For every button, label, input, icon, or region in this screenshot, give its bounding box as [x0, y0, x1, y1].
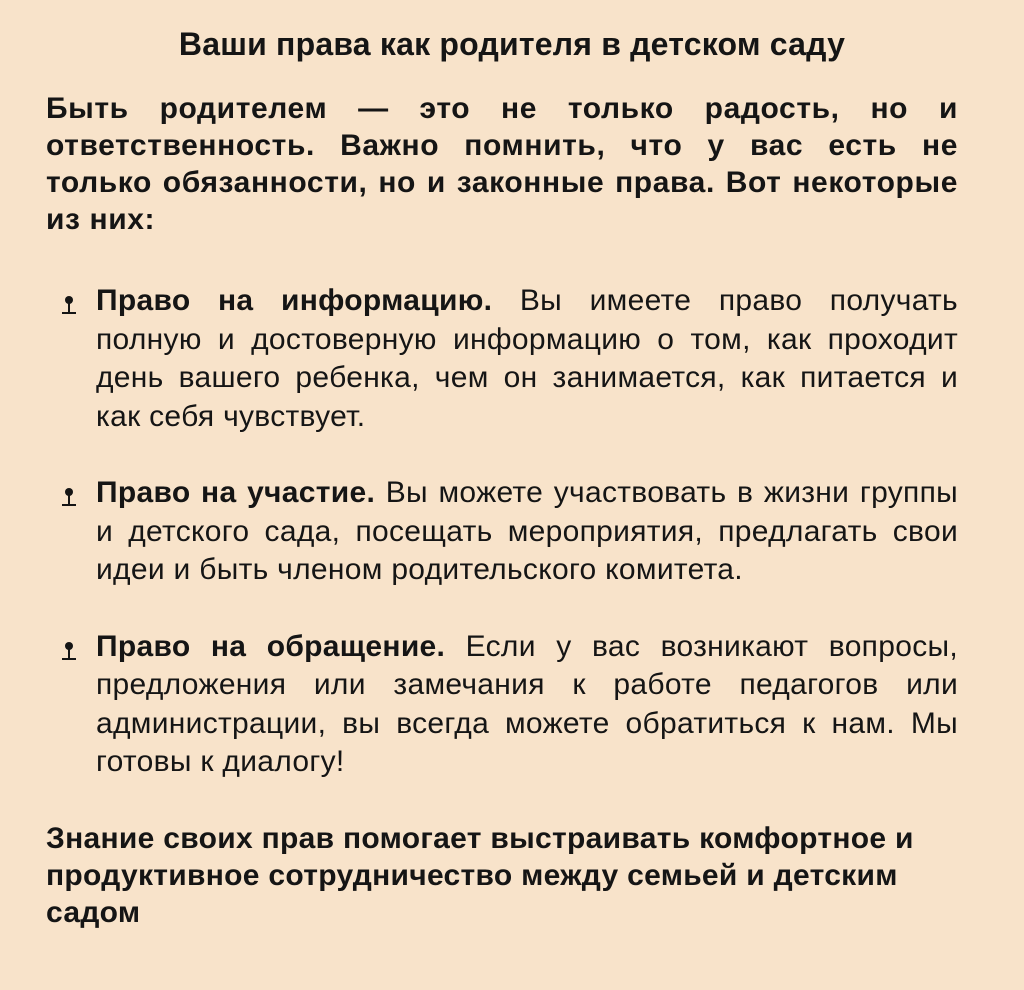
list-item-right-appeal [46, 628, 958, 782]
right-text: Вы можете участвовать в жизни группы и детского сада, посещать мероприятия, предлагать свои идеи и быть членом родительского комитета. [96, 476, 958, 586]
right-text: Если у вас возникают вопросы, предложения или замечания к работе педагогов или администрации, вы всегда можете обратиться к нам. Мы готовы к диалогу! [96, 629, 958, 778]
right-title: Право на информацию. [96, 284, 493, 317]
pin-bullet-icon [62, 296, 76, 316]
pin-bullet-icon [62, 488, 76, 508]
right-title: Право на участие. [96, 476, 376, 509]
pin-bullet-icon [62, 642, 76, 662]
list-item-right-information [46, 282, 958, 436]
list-item-right-participation [46, 474, 958, 590]
intro-paragraph: Быть родителем — это не только радость, но и ответственность. Важно помнить, что у вас есть не только обязанности, но и законные права. Вот некоторые из них: [46, 92, 958, 236]
rights-list [46, 282, 958, 782]
conclusion-paragraph: Знание своих прав помогает выстраивать комфортное и продуктивное сотрудничество между семьей и детским садом [46, 821, 914, 929]
right-text: Вы имеете право получать полную и достоверную информацию о том, как проходит день вашего ребенка, чем он занимается, как питается и как себя чувствует. [96, 284, 958, 433]
right-title: Право на обращение. [96, 629, 446, 663]
page-title: Ваши права как родителя в детском саду [178, 26, 846, 62]
